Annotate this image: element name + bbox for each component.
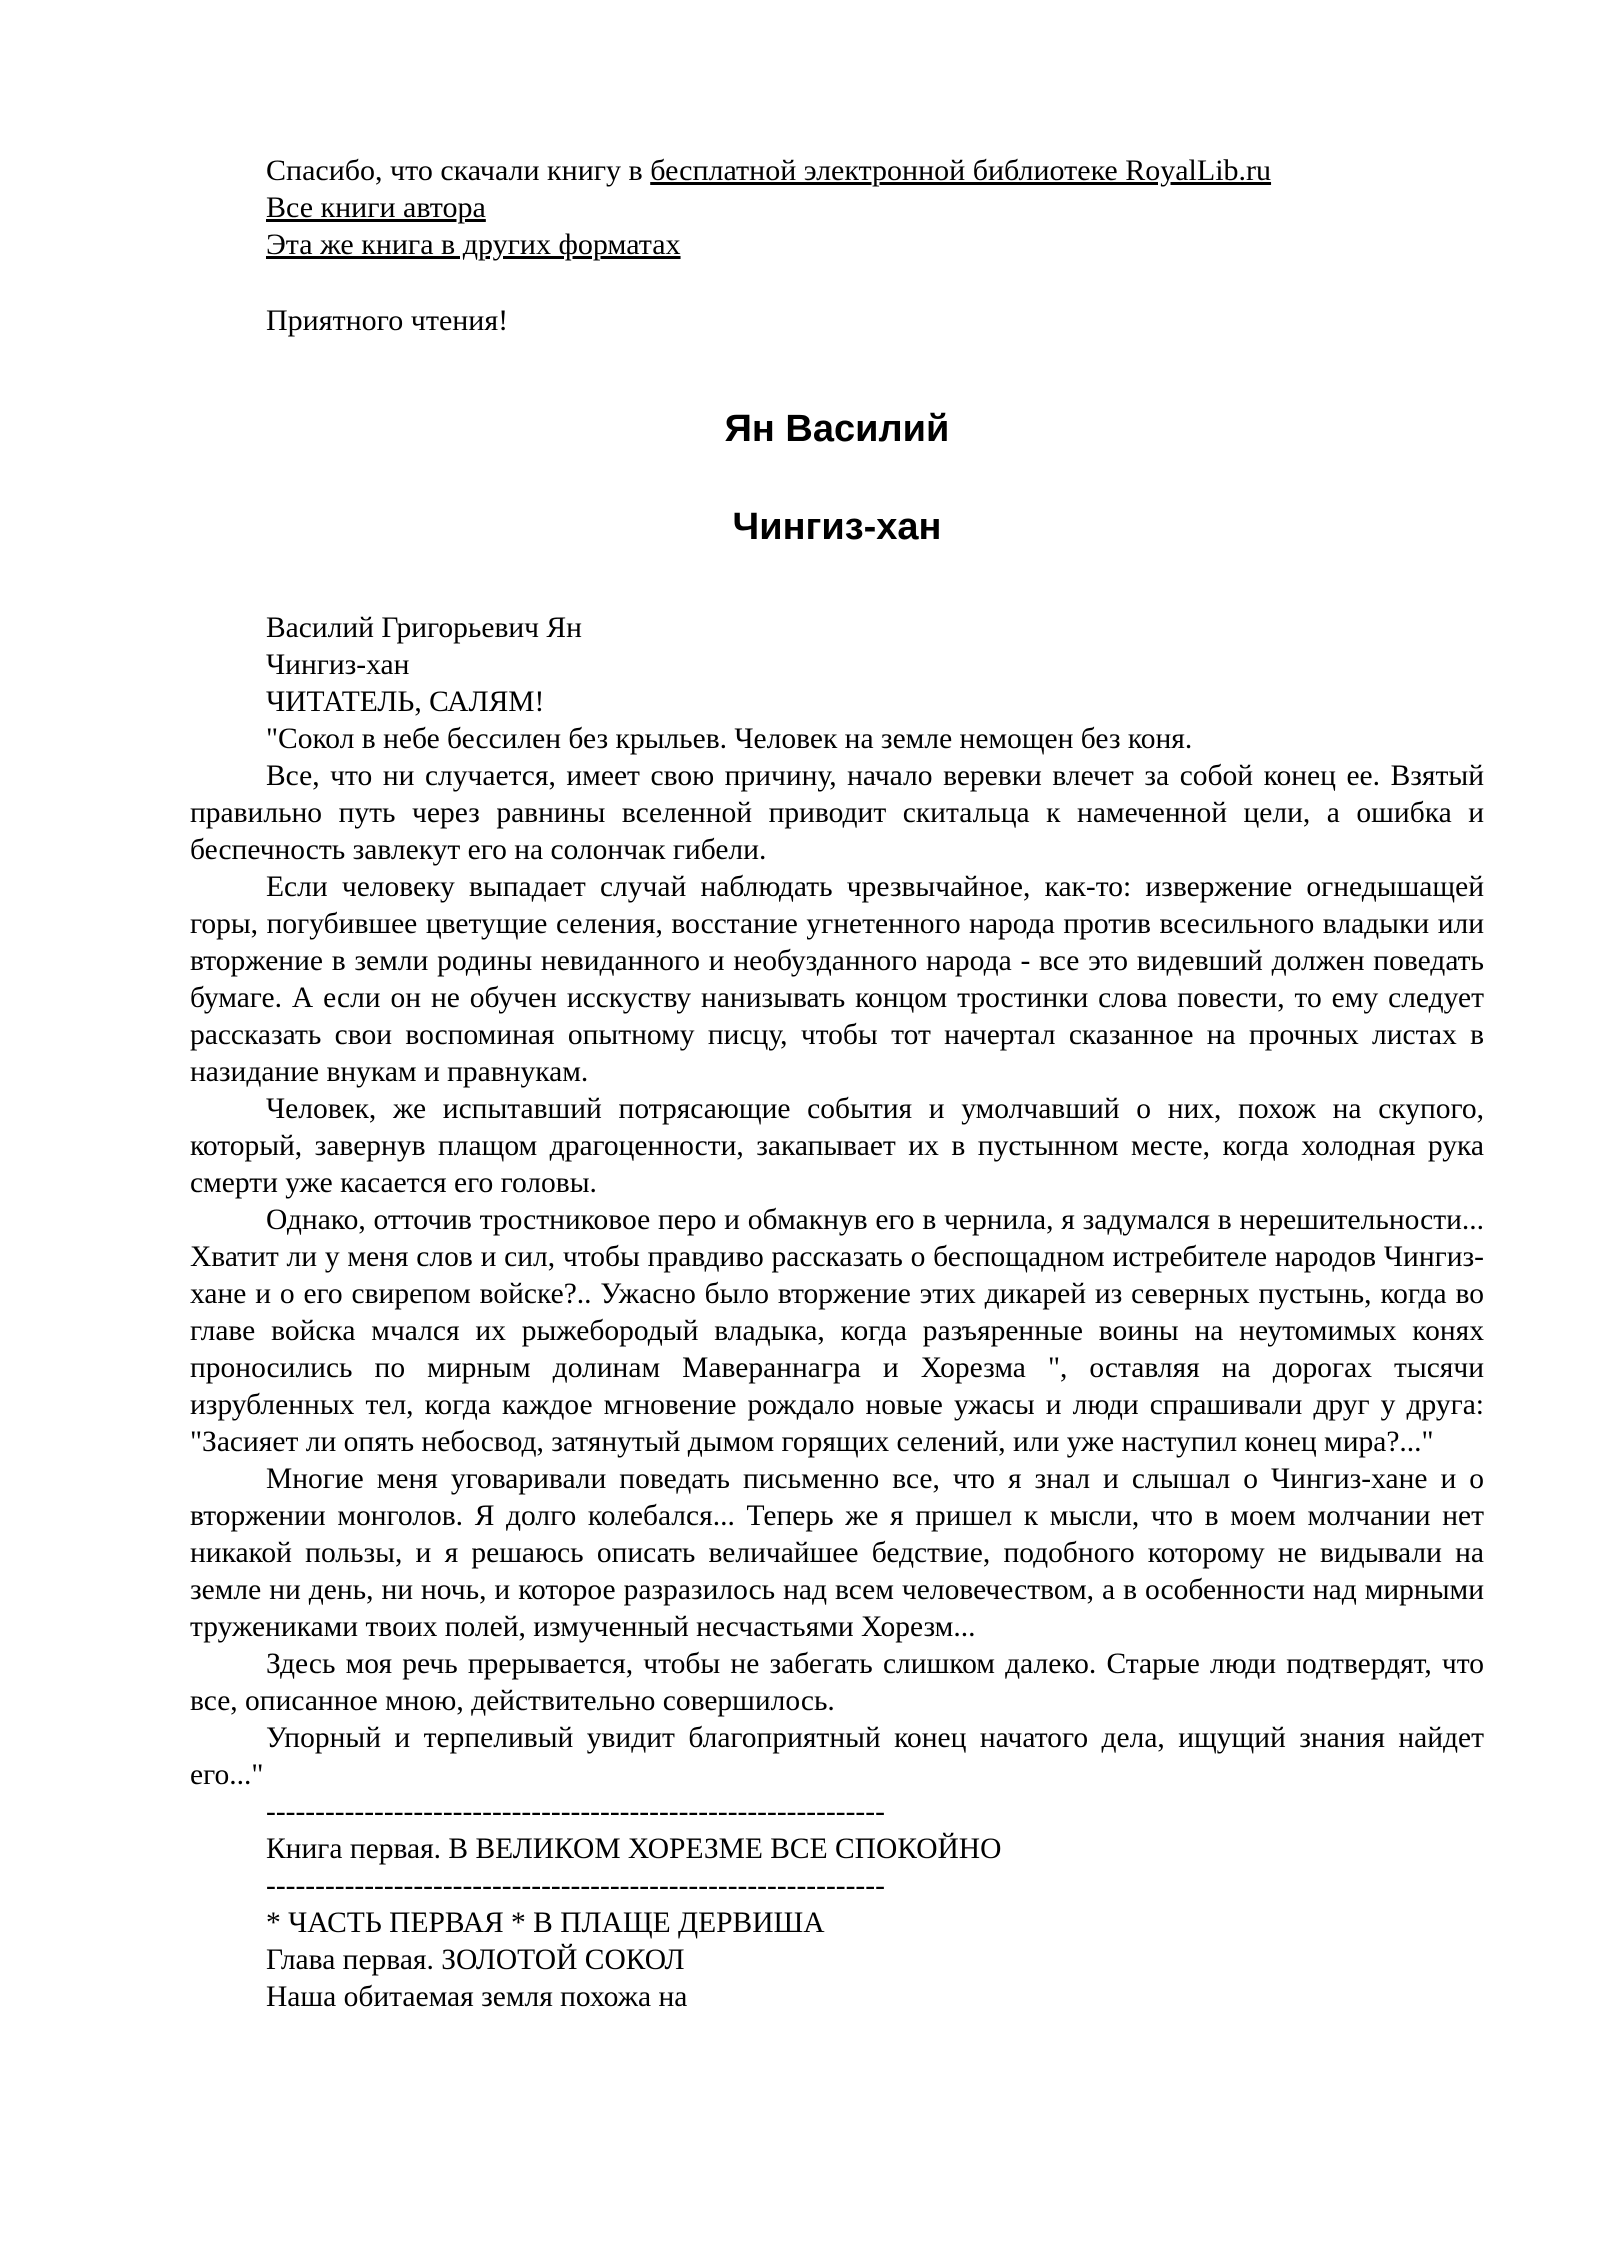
separator-line: --------------------------------------------------------------- xyxy=(266,1870,885,1902)
author-line: Василий Григорьевич Ян xyxy=(266,612,582,644)
paragraph: Многие меня уговаривали поведать письменно все, что я знал и слышал о Чингиз-хане и о вторжении монголов. Я долго колебался... Теперь же я пришел к мысли, что в моем молчании нет никакой пользы, и я решаюсь описать величайшее бедствие, подобного которому не видывали на земле ни день, ни ночь, и которое разразилось над всем человечеством, а в особенности над мирными тружениками твоих полей, измученный несчастьями Хорезм... xyxy=(190,1463,1484,1643)
paragraph: Если человеку выпадает случай наблюдать чрезвычайное, как-то: извержение огнедышащей горы, погубившее цветущие селения, восстание угнетенного народа против всесильного владыки или вторжение в земли родины невиданного и необузданного народа - все это видевший должен поведать бумаге. А если он не обучен исскуству нанизывать концом тростинки слова повести, то ему следует рассказать свои воспоминая опытному писцу, чтобы тот начертал сказанное на прочных листах в назидание внукам и правнукам. xyxy=(190,871,1484,1088)
thanks-text: Спасибо, что скачали книгу в xyxy=(266,154,651,187)
paragraph: Человек, же испытавший потрясающие события и умолчавший о них, похож на скупого, который, завернув плащом драгоценности, закапывает их в пустынном месте, когда холодная рука смерти уже касается его головы. xyxy=(190,1093,1484,1199)
first-line: Наша обитаемая земля похожа на xyxy=(266,1981,688,2013)
title-line: Чингиз-хан xyxy=(266,649,410,681)
paragraph: Все, что ни случается, имеет свою причину, начало веревки влечет за собой конец ее. Взятый правильно путь через равнины вселенной приводит скитальца к намеченной цели, а ошибка и беспечность завлекут его на солончак гибели. xyxy=(190,760,1484,866)
paragraph: Упорный и терпеливый увидит благоприятный конец начатого дела, ищущий знания найдет его..." xyxy=(190,1722,1484,1791)
book-heading: Книга первая. В ВЕЛИКОМ ХОРЕЗМЕ ВСЕ СПОКОЙНО xyxy=(266,1833,1002,1865)
download-notice xyxy=(266,152,1271,263)
paragraph: Однако, отточив тростниковое перо и обмакнув его в чернила, я задумался в нерешительности... Хватит ли у меня слов и сил, чтобы правдиво рассказать о беспощадном истребителе народов Чингиз-хане и о его свирепом войске?.. Ужасно было вторжение этих дикарей из северных пустынь, когда во главе войска мчался их рыжебородый владыка, когда разъяренные воины на неутомимых конях проносились по мирным долинам Мавераннагра и Хорезма ", оставляя на дорогах тысячи изрубленных тел, когда каждое мгновение рождало новые ужасы и люди спрашивали друг у друга: "Засияет ли опять небосвод, затянутый дымом горящих селений, или уже наступил конец мира?..." xyxy=(190,1204,1484,1458)
other-formats-link[interactable]: Эта же книга в других форматах xyxy=(266,228,681,261)
separator-line: --------------------------------------------------------------- xyxy=(266,1796,885,1828)
author-title: Ян Василий xyxy=(724,408,950,450)
greeting-text: Приятного чтения! xyxy=(266,304,509,337)
salutation-line: ЧИТАТЕЛЬ, САЛЯМ! xyxy=(266,686,545,718)
paragraph: "Сокол в небе бессилен без крыльев. Человек на земле немощен без коня. xyxy=(266,723,1193,755)
author-books-link[interactable]: Все книги автора xyxy=(266,191,486,224)
book-title: Чингиз-хан xyxy=(732,506,942,548)
thanks-line xyxy=(266,152,1271,189)
book-body xyxy=(190,610,1484,2016)
chapter-heading: Глава первая. ЗОЛОТОЙ СОКОЛ xyxy=(266,1944,685,1976)
paragraph: Здесь моя речь прерывается, чтобы не забегать слишком далеко. Старые люди подтвердят, что все, описанное мною, действительно совершилось. xyxy=(190,1648,1484,1717)
library-link[interactable]: бесплатной электронной библиотеке RoyalLib.ru xyxy=(650,154,1272,187)
part-heading: * ЧАСТЬ ПЕРВАЯ * В ПЛАЩЕ ДЕРВИША xyxy=(266,1907,825,1939)
